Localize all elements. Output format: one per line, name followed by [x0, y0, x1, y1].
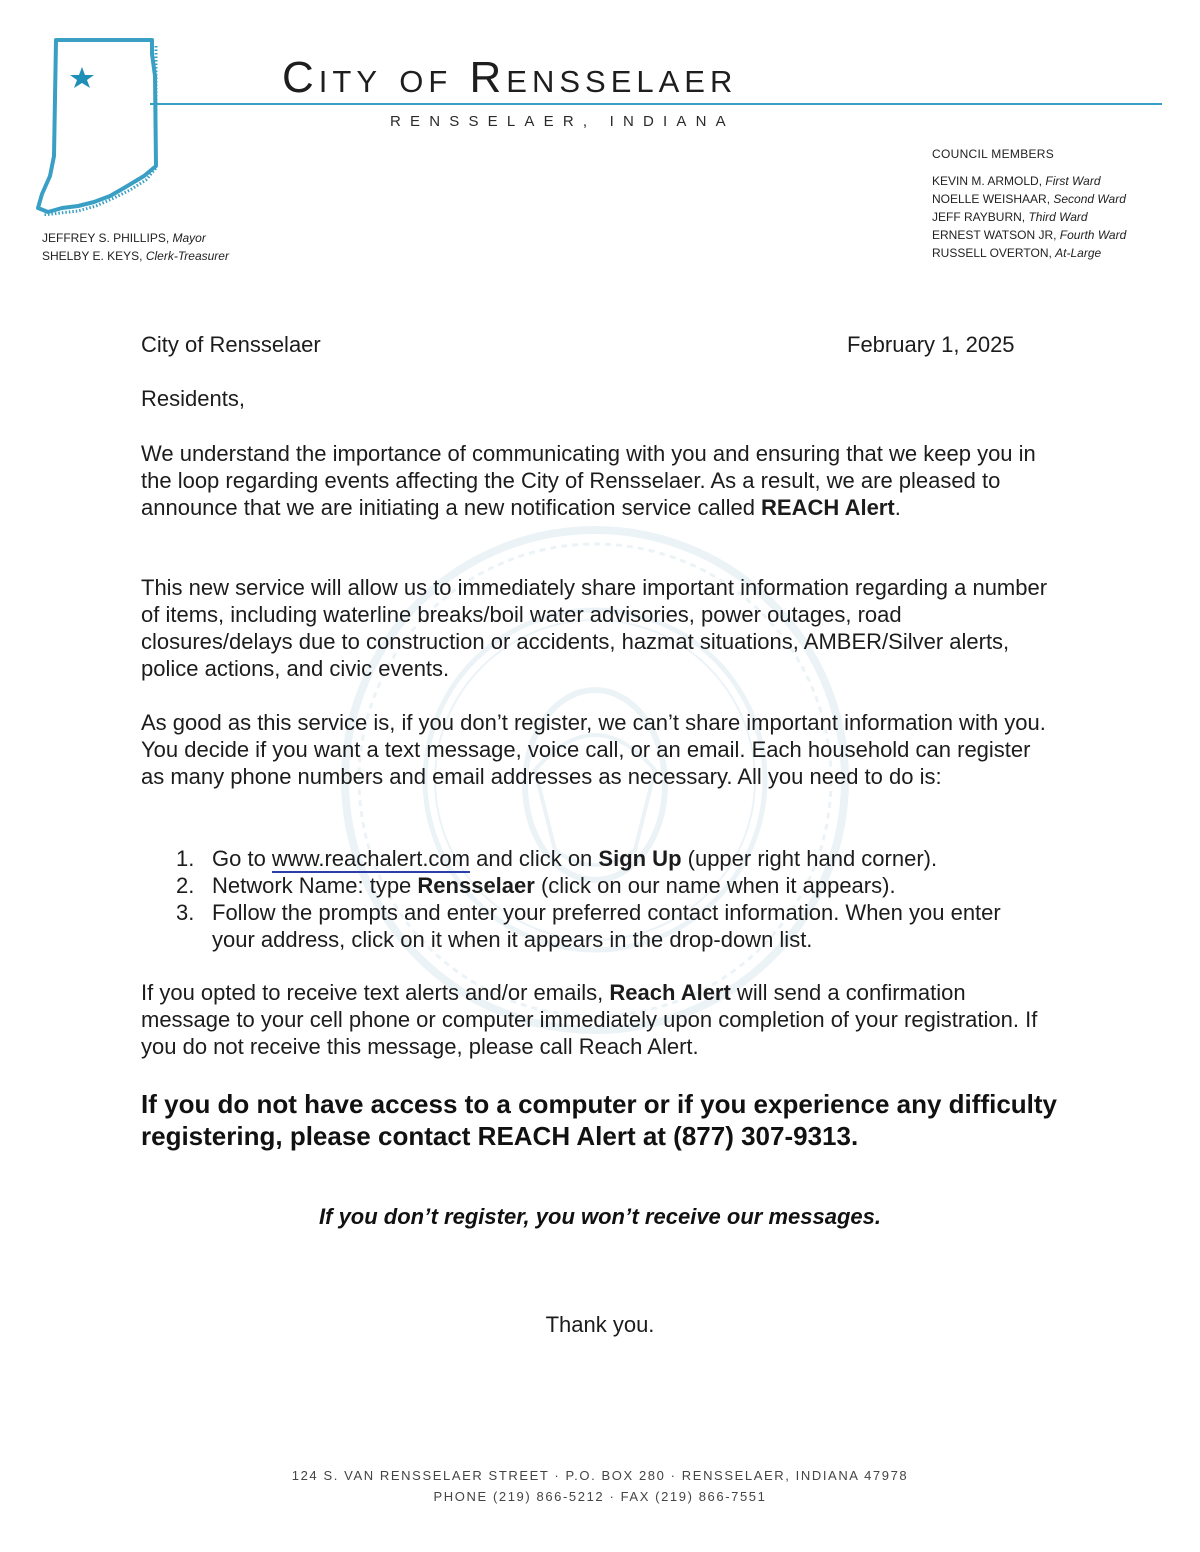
list-item: 2. Network Name: type Rensselaer (click on our name when it appears). [176, 873, 896, 898]
paragraph-registration: As good as this service is, if you don’t register, we can’t share important information with you. You decide if you want a text message, voice call, or an email. Each household can register as many phone numbers and email addresses as necessary. All you need to do is: [141, 710, 1046, 789]
contact-note: If you do not have access to a computer or if you experience any difficulty registering, please contact REACH Alert at (877) 307-9313. [141, 1089, 1058, 1151]
registration-steps [176, 845, 1036, 953]
council-member: NOELLE WEISHAAR, Second Ward [932, 192, 1126, 206]
salutation: Residents, [141, 386, 245, 411]
council-member: JEFF RAYBURN, Third Ward [932, 210, 1088, 224]
closing-note: If you don’t register, you won’t receive our messages. [319, 1204, 881, 1229]
letterhead-subtitle: RENSSELAER, INDIANA [390, 113, 735, 130]
council-heading: COUNCIL MEMBERS [932, 147, 1055, 161]
clerk-line: SHELBY E. KEYS, Clerk-Treasurer [42, 249, 229, 263]
footer-phone: PHONE (219) 866-5212 · FAX (219) 866-7551 [433, 1489, 767, 1504]
paragraph-service: This new service will allow us to immediately share important information regarding a number of items, including waterline breaks/boil water advisories, power outages, road closures/delays due to construction or accidents, hazmat situations, AMBER/Silver alerts, police actions, and civic events. [141, 575, 1048, 681]
paragraph-confirmation: If you opted to receive text alerts and/or emails, Reach Alert will send a confirmation message to your cell phone or computer immediately upon completion of your registration. If you do not receive this message, please call Reach Alert. [141, 980, 1038, 1059]
footer-address: 124 S. VAN RENSSELAER STREET · P.O. BOX 280 · RENSSELAER, INDIANA 47978 [291, 1468, 909, 1483]
letterhead-rule [150, 103, 1162, 105]
letterhead-title: City of Rensselaer [282, 53, 738, 102]
letter-date: February 1, 2025 [847, 332, 1015, 357]
council-member: ERNEST WATSON JR, Fourth Ward [932, 228, 1127, 242]
council-member: RUSSELL OVERTON, At-Large [932, 246, 1102, 260]
council-members [932, 145, 1126, 262]
city-officials [42, 229, 229, 265]
indiana-state-logo [34, 36, 158, 216]
list-item: 3. Follow the prompts and enter your preferred contact information. When you enter your address, click on it when it appears in the drop-down list. [176, 900, 1001, 952]
council-member: KEVIN M. ARMOLD, First Ward [932, 174, 1101, 188]
sender-name: City of Rensselaer [141, 332, 321, 357]
mayor-line: JEFFREY S. PHILLIPS, Mayor [42, 231, 206, 245]
list-item: 1. Go to www.reachalert.com and click on Sign Up (upper right hand corner). [176, 846, 938, 871]
paragraph-intro: We understand the importance of communicating with you and ensuring that we keep you in the loop regarding events affecting the City of Rensselaer. As a result, we are pleased to announce that we are initiating a new notification service called REACH Alert. [141, 441, 1036, 520]
reachalert-link[interactable]: www.reachalert.com [271, 846, 470, 871]
thank-you: Thank you. [545, 1312, 655, 1337]
